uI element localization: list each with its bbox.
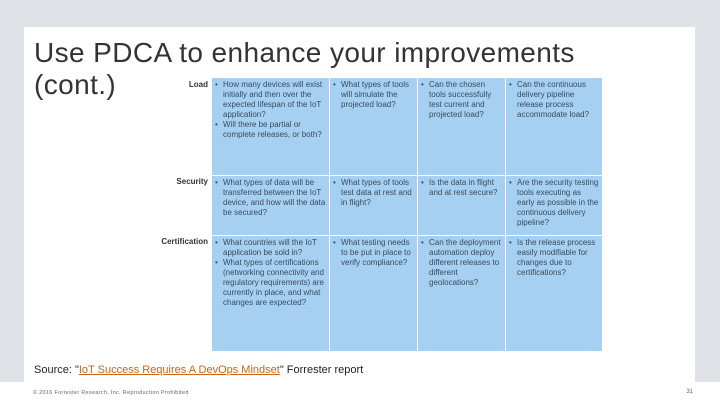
table-row-security (212, 176, 603, 236)
source-prefix: Source: " (34, 364, 79, 376)
table-row-certification (212, 236, 603, 352)
table-cell (418, 176, 506, 236)
cell-bullet: • What countries will the IoT application be sold in? (215, 238, 326, 258)
cell-bullet: • What types of tools will simulate the projected load? (333, 80, 414, 110)
source-citation (34, 364, 363, 376)
page-number: 31 (686, 389, 693, 395)
source-link[interactable]: IoT Success Requires A DevOps Mindset (78, 364, 280, 376)
cell-bullet: • Can the deployment automation deploy different releases to different geolocations? (421, 238, 502, 288)
cell-bullet: • Is the data in flight and at rest secure? (421, 178, 502, 198)
slide-title: Use PDCA to enhance your improvements (cont.) (34, 37, 575, 100)
copyright-footer: © 2016 Forrester Research, Inc. Reproduction Prohibited (33, 390, 189, 396)
cell-bullet: • What types of data will be transferred between the IoT device, and how will the data be secured? (215, 178, 326, 218)
row-label-security: Security (176, 177, 208, 186)
cell-bullet: • What types of certifications (networking connectivity and regulatory requirements) are currently in place, and what changes are expected? (215, 258, 326, 308)
cell-bullet: • Will there be partial or complete releases, or both? (215, 120, 326, 140)
cell-bullet: • What types of tools test data at rest and in flight? (333, 178, 414, 208)
table-cell (418, 78, 506, 176)
table-cell (330, 176, 418, 236)
table-cell (418, 236, 506, 352)
row-label-certification: Certification (161, 237, 208, 246)
table-cell (506, 176, 603, 236)
cell-bullet: • Can the chosen tools successfully test current and projected load? (421, 80, 502, 120)
source-suffix: " Forrester report (279, 364, 364, 376)
cell-bullet: • What testing needs to be put in place to verify compliance? (333, 238, 414, 268)
table-cell (506, 78, 603, 176)
cell-bullet: • Can the continuous delivery pipeline release process accommodate load? (509, 80, 599, 120)
cell-bullet: • Is the release process easily modifiable for changes due to certifications? (509, 238, 599, 278)
table-row-load (212, 78, 603, 176)
table-cell (212, 78, 330, 176)
table-cell (212, 236, 330, 352)
pdca-table (211, 77, 603, 352)
row-label-load: Load (188, 80, 208, 89)
cell-bullet: • Are the security testing tools executing as early as possible in the continuous delivery pipeline? (509, 178, 599, 228)
table-cell (330, 236, 418, 352)
table-cell (506, 236, 603, 352)
table-cell (212, 176, 330, 236)
cell-bullet: • How many devices will exist initially and then over the expected lifespan of the IoT application? (215, 80, 326, 120)
table-cell (330, 78, 418, 176)
